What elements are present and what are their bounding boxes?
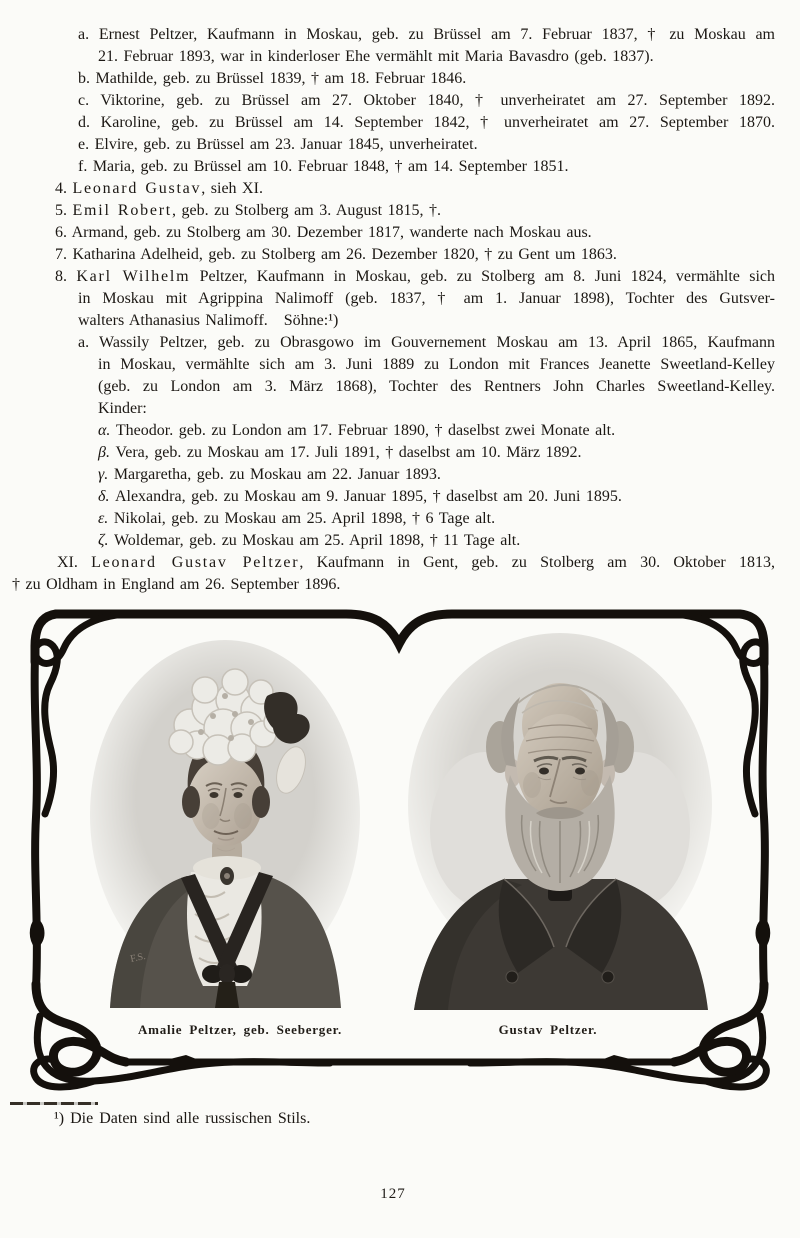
genealogy-item (55, 222, 775, 244)
svg-text:F.S.: F.S. (129, 950, 147, 965)
genealogy-item (78, 90, 775, 112)
text-line: † zu Oldham in England am 26. September 1896. (12, 576, 341, 593)
portrait-amalie-peltzer (85, 630, 370, 1008)
text-line: 5. Emil Robert, geb. zu Stolberg am 3. August 1815, †. (55, 202, 442, 219)
text-line: α. Theodor. geb. zu London am 17. Februar 1890, † daselbst zwei Monate alt. (98, 422, 616, 439)
text-line: 8. Karl Wilhelm Peltzer, Kaufmann in Moskau, geb. zu Stolberg am 8. Juni 1824, vermählte sich (55, 268, 776, 285)
caption-gustav-peltzer: Gustav Peltzer. (498, 1022, 598, 1037)
text-line: ε. Nikolai, geb. zu Moskau am 25. April 1898, † 6 Tage alt. (98, 510, 496, 527)
genealogy-item (12, 552, 775, 596)
genealogy-item (98, 442, 775, 464)
text-line: 21. Februar 1893, war in kinderloser Ehe vermählt mit Maria Bavasdro (geb. 1837). (98, 48, 654, 65)
text-line: in Moskau mit Agrippina Nalimoff (geb. 1837, † am 1. Januar 1898), Tochter des Gutsver- (78, 290, 775, 307)
genealogy-item (78, 134, 775, 156)
genealogy-item (55, 266, 776, 332)
genealogy-item (78, 68, 775, 90)
text-line: 7. Katharina Adelheid, geb. zu Stolberg am 26. Dezember 1820, † zu Gent um 1863. (55, 246, 617, 263)
genealogy-item (55, 200, 775, 222)
text-line: f. Maria, geb. zu Brüssel am 10. Februar 1848, † am 14. September 1851. (78, 158, 569, 175)
genealogy-item (55, 244, 775, 266)
genealogy-item (55, 178, 775, 200)
text-line: 4. Leonard Gustav, sieh XI. (55, 180, 263, 197)
genealogy-item (78, 332, 775, 420)
text-line: e. Elvire, geb. zu Brüssel am 23. Januar 1845, unverheiratet. (78, 136, 478, 153)
page-number: 127 (380, 1186, 406, 1202)
text-line: ζ. Woldemar, geb. zu Moskau am 25. April 1898, † 11 Tage alt. (98, 532, 521, 549)
footnote-rule (10, 1102, 98, 1105)
text-line: b. Mathilde, geb. zu Brüssel 1839, † am 18. Februar 1846. (78, 70, 467, 87)
genealogy-item (98, 420, 775, 442)
text-line: XI. Leonard Gustav Peltzer, Kaufmann in Gent, geb. zu Stolberg am 30. Oktober 1813, (57, 554, 775, 571)
footnote: ¹) Die Daten sind alle russischen Stils. (54, 1110, 311, 1127)
text-line: β. Vera, geb. zu Moskau am 17. Juli 1891, † daselbst am 10. März 1892. (98, 444, 582, 461)
genealogy-item (98, 508, 775, 530)
text-line: c. Viktorine, geb. zu Brüssel am 27. Oktober 1840, † unverheiratet am 27. September 1892. (78, 92, 775, 109)
text-line: δ. Alexandra, geb. zu Moskau am 9. Januar 1895, † daselbst am 20. Juni 1895. (98, 488, 622, 505)
caption-amalie-peltzer: Amalie Peltzer, geb. Seeberger. (137, 1022, 343, 1037)
genealogy-item (78, 24, 775, 68)
text-line: walters Athanasius Nalimoff. Söhne:¹) (78, 312, 339, 329)
genealogy-item (78, 156, 775, 178)
text-line: γ. Margaretha, geb. zu Moskau am 22. Januar 1893. (98, 466, 441, 483)
text-line: in Moskau, vermählte sich am 3. Juni 1889 zu London mit Frances Jeanette Sweetland-Kelley (98, 356, 775, 373)
genealogy-item (98, 530, 775, 552)
text-line: d. Karoline, geb. zu Brüssel am 14. September 1842, † unverheiratet am 27. September 1870. (78, 114, 775, 131)
genealogy-list (0, 24, 800, 596)
text-line: a. Ernest Peltzer, Kaufmann in Moskau, geb. zu Brüssel am 7. Februar 1837, † zu Moskau am (78, 26, 775, 43)
genealogy-item (98, 464, 775, 486)
framed-portraits (0, 592, 800, 1108)
text-line: a. Wassily Peltzer, geb. zu Obrasgowo im Gouvernement Moskau am 13. April 1865, Kaufmann (78, 334, 775, 351)
text-line: 6. Armand, geb. zu Stolberg am 30. Dezember 1817, wanderte nach Moskau aus. (55, 224, 592, 241)
text-line: Kinder: (98, 400, 147, 417)
genealogy-item (98, 486, 775, 508)
text-line: (geb. zu London am 3. März 1868), Tochter des Rentners John Charles Sweetland-Kelley. (98, 378, 775, 395)
portrait-gustav-peltzer (400, 625, 720, 1010)
genealogy-item (78, 112, 775, 134)
